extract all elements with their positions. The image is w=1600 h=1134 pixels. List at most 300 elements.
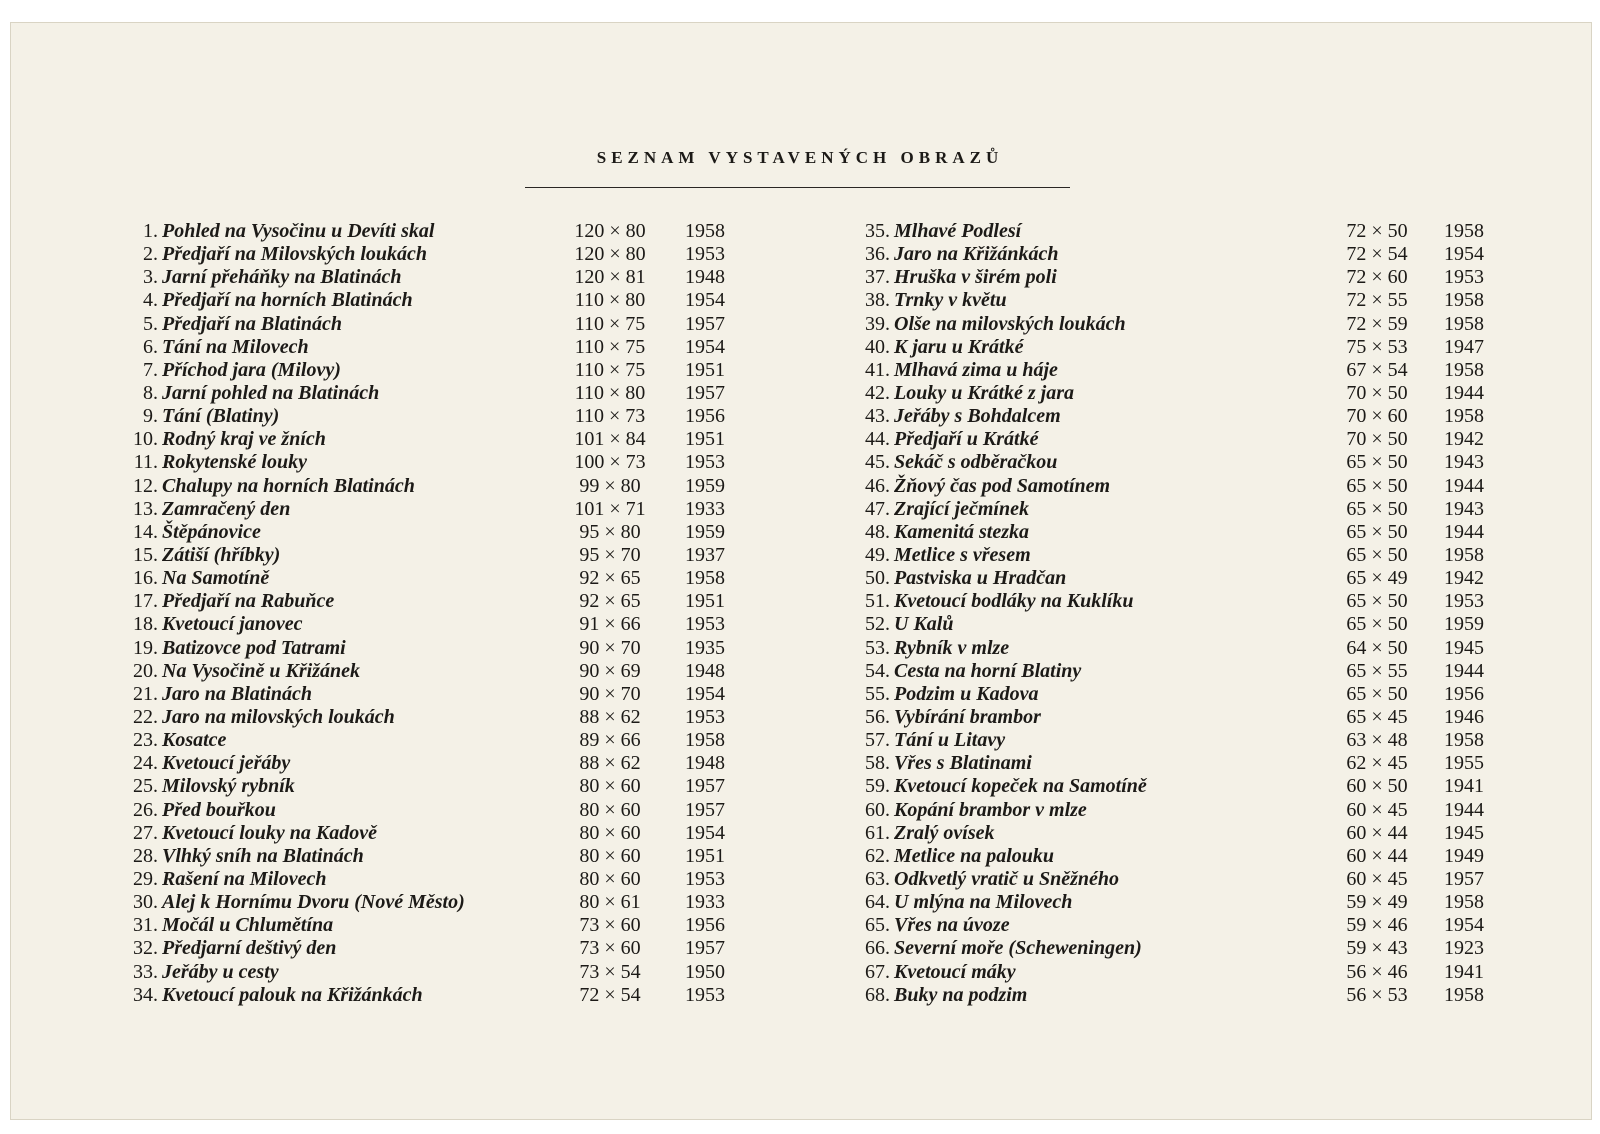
painting-year: 1958 bbox=[685, 220, 725, 242]
list-item bbox=[110, 451, 750, 474]
item-number: 47. bbox=[865, 497, 890, 520]
list-item bbox=[850, 544, 1510, 567]
list-item bbox=[110, 405, 750, 428]
painting-title: K jaru u Krátké bbox=[894, 335, 1024, 358]
painting-year: 1954 bbox=[685, 682, 725, 705]
painting-dimensions: 60 × 44 bbox=[1346, 821, 1408, 844]
painting-dimensions: 95 × 70 bbox=[579, 543, 641, 566]
painting-year: 1951 bbox=[685, 844, 725, 867]
item-number: 30. bbox=[133, 891, 158, 914]
painting-title: Na Vysočině u Křižánek bbox=[162, 659, 360, 682]
list-item bbox=[850, 451, 1510, 474]
list-item bbox=[850, 937, 1510, 960]
painting-title: Příchod jara (Milovy) bbox=[162, 358, 341, 381]
painting-year: 1941 bbox=[1444, 775, 1484, 798]
list-item bbox=[110, 359, 750, 382]
item-number: 10. bbox=[133, 428, 158, 451]
painting-year: 1946 bbox=[1444, 705, 1484, 728]
page-title: SEZNAM VYSTAVENÝCH OBRAZŮ bbox=[596, 148, 1004, 167]
painting-dimensions: 80 × 60 bbox=[579, 821, 641, 844]
list-item bbox=[110, 637, 750, 660]
item-number: 66. bbox=[865, 937, 890, 960]
list-item bbox=[110, 521, 750, 544]
list-item bbox=[850, 914, 1510, 937]
list-item bbox=[850, 822, 1510, 845]
painting-year: 1958 bbox=[685, 567, 725, 590]
painting-dimensions: 89 × 66 bbox=[579, 729, 641, 752]
painting-year: 1958 bbox=[1444, 891, 1484, 914]
painting-year: 1954 bbox=[685, 335, 725, 358]
painting-dimensions: 75 × 53 bbox=[1346, 335, 1408, 358]
painting-year: 1953 bbox=[685, 613, 725, 636]
painting-dimensions: 70 × 50 bbox=[1346, 381, 1408, 404]
painting-year: 1955 bbox=[1444, 752, 1484, 775]
painting-dimensions: 88 × 62 bbox=[579, 705, 641, 728]
item-number: 50. bbox=[865, 567, 890, 590]
list-item bbox=[850, 405, 1510, 428]
painting-year: 1953 bbox=[1444, 266, 1484, 289]
painting-dimensions: 110 × 73 bbox=[574, 405, 646, 428]
painting-title: Severní moře (Scheweningen) bbox=[894, 937, 1142, 960]
painting-year: 1941 bbox=[1444, 960, 1484, 983]
list-item bbox=[110, 289, 750, 312]
painting-dimensions: 72 × 54 bbox=[579, 983, 641, 1006]
item-number: 4. bbox=[143, 289, 158, 312]
item-number: 3. bbox=[143, 266, 158, 289]
list-item bbox=[110, 775, 750, 798]
list-item bbox=[110, 683, 750, 706]
painting-title: Metlice s vřesem bbox=[894, 543, 1031, 566]
list-item bbox=[110, 220, 750, 243]
painting-year: 1953 bbox=[685, 867, 725, 890]
item-number: 60. bbox=[865, 798, 890, 821]
painting-year: 1933 bbox=[685, 497, 725, 520]
item-number: 43. bbox=[865, 405, 890, 428]
painting-title: Batizovce pod Tatrami bbox=[162, 636, 346, 659]
item-number: 31. bbox=[133, 914, 158, 937]
painting-dimensions: 65 × 50 bbox=[1346, 497, 1408, 520]
list-item bbox=[110, 336, 750, 359]
item-number: 48. bbox=[865, 520, 890, 543]
painting-dimensions: 60 × 50 bbox=[1346, 775, 1408, 798]
item-number: 46. bbox=[865, 474, 890, 497]
painting-year: 1957 bbox=[685, 775, 725, 798]
painting-year: 1956 bbox=[1444, 682, 1484, 705]
item-number: 5. bbox=[143, 312, 158, 335]
list-item bbox=[850, 498, 1510, 521]
painting-dimensions: 65 × 50 bbox=[1346, 520, 1408, 543]
painting-year: 1958 bbox=[1444, 983, 1484, 1006]
painting-title: Alej k Hornímu Dvoru (Nové Město) bbox=[162, 891, 465, 914]
painting-year: 1958 bbox=[685, 729, 725, 752]
item-number: 41. bbox=[865, 358, 890, 381]
item-number: 23. bbox=[133, 729, 158, 752]
list-item bbox=[850, 706, 1510, 729]
item-number: 52. bbox=[865, 613, 890, 636]
painting-title: Předjarní deštivý den bbox=[162, 937, 337, 960]
painting-dimensions: 59 × 43 bbox=[1346, 937, 1408, 960]
painting-dimensions: 95 × 80 bbox=[579, 520, 641, 543]
painting-year: 1953 bbox=[685, 705, 725, 728]
painting-title: Žňový čas pod Samotínem bbox=[894, 474, 1111, 497]
painting-year: 1959 bbox=[1444, 613, 1484, 636]
item-number: 45. bbox=[865, 451, 890, 474]
painting-year: 1953 bbox=[685, 451, 725, 474]
painting-year: 1943 bbox=[1444, 497, 1484, 520]
painting-dimensions: 65 × 50 bbox=[1346, 474, 1408, 497]
list-item bbox=[110, 428, 750, 451]
painting-title: Předjaří na Blatinách bbox=[162, 312, 343, 335]
item-number: 63. bbox=[865, 867, 890, 890]
item-number: 22. bbox=[133, 705, 158, 728]
list-item bbox=[110, 822, 750, 845]
painting-title: Zrající ječmínek bbox=[894, 497, 1029, 520]
painting-title: Mlhavá zima u háje bbox=[894, 358, 1058, 381]
item-number: 12. bbox=[133, 474, 158, 497]
painting-dimensions: 65 × 50 bbox=[1346, 613, 1408, 636]
item-number: 17. bbox=[133, 590, 158, 613]
list-item bbox=[110, 243, 750, 266]
painting-dimensions: 67 × 54 bbox=[1346, 358, 1408, 381]
painting-dimensions: 72 × 60 bbox=[1346, 266, 1408, 289]
item-number: 51. bbox=[865, 590, 890, 613]
painting-dimensions: 73 × 60 bbox=[579, 937, 641, 960]
painting-dimensions: 65 × 55 bbox=[1346, 659, 1408, 682]
painting-year: 1944 bbox=[1444, 474, 1484, 497]
painting-title: Jaro na Blatinách bbox=[162, 682, 313, 705]
list-item bbox=[110, 660, 750, 683]
painting-title: Rašení na Milovech bbox=[162, 867, 327, 890]
painting-dimensions: 91 × 66 bbox=[579, 613, 641, 636]
painting-year: 1958 bbox=[1444, 312, 1484, 335]
painting-title: Na Samotíně bbox=[162, 567, 270, 590]
painting-dimensions: 110 × 75 bbox=[574, 358, 646, 381]
list-item bbox=[110, 845, 750, 868]
painting-year: 1957 bbox=[685, 381, 725, 404]
painting-year: 1959 bbox=[685, 474, 725, 497]
painting-dimensions: 56 × 53 bbox=[1346, 983, 1408, 1006]
painting-dimensions: 65 × 50 bbox=[1346, 682, 1408, 705]
painting-year: 1937 bbox=[685, 543, 725, 566]
painting-dimensions: 62 × 45 bbox=[1346, 752, 1408, 775]
painting-year: 1949 bbox=[1444, 844, 1484, 867]
painting-title: U Kalů bbox=[894, 613, 954, 636]
item-number: 61. bbox=[865, 821, 890, 844]
painting-year: 1944 bbox=[1444, 659, 1484, 682]
painting-dimensions: 110 × 80 bbox=[574, 381, 646, 404]
item-number: 57. bbox=[865, 729, 890, 752]
painting-title: Jeřáby s Bohdalcem bbox=[894, 405, 1061, 428]
item-number: 54. bbox=[865, 659, 890, 682]
list-item bbox=[110, 799, 750, 822]
painting-title: Jaro na Křižánkách bbox=[894, 243, 1059, 266]
painting-title: Tání na Milovech bbox=[162, 335, 309, 358]
list-item bbox=[850, 336, 1510, 359]
painting-year: 1923 bbox=[1444, 937, 1484, 960]
painting-dimensions: 59 × 49 bbox=[1346, 891, 1408, 914]
list-item bbox=[850, 521, 1510, 544]
painting-year: 1958 bbox=[1444, 405, 1484, 428]
item-number: 35. bbox=[865, 220, 890, 242]
item-number: 33. bbox=[133, 960, 158, 983]
painting-dimensions: 72 × 50 bbox=[1346, 220, 1408, 242]
painting-dimensions: 110 × 75 bbox=[574, 335, 646, 358]
painting-title: Tání u Litavy bbox=[894, 729, 1006, 752]
item-number: 36. bbox=[865, 243, 890, 266]
painting-dimensions: 72 × 54 bbox=[1346, 243, 1408, 266]
item-number: 53. bbox=[865, 636, 890, 659]
painting-year: 1954 bbox=[1444, 243, 1484, 266]
painting-dimensions: 80 × 61 bbox=[579, 891, 641, 914]
painting-dimensions: 60 × 44 bbox=[1346, 844, 1408, 867]
painting-year: 1944 bbox=[1444, 381, 1484, 404]
painting-title: Kvetoucí kopeček na Samotíně bbox=[894, 775, 1147, 798]
item-number: 13. bbox=[133, 497, 158, 520]
list-item bbox=[110, 590, 750, 613]
list-item bbox=[110, 706, 750, 729]
painting-title: Kvetoucí bodláky na Kuklíku bbox=[894, 590, 1134, 613]
list-item bbox=[110, 729, 750, 752]
painting-dimensions: 72 × 55 bbox=[1346, 289, 1408, 312]
painting-dimensions: 64 × 50 bbox=[1346, 636, 1408, 659]
item-number: 24. bbox=[133, 752, 158, 775]
painting-dimensions: 120 × 81 bbox=[574, 266, 646, 289]
painting-year: 1943 bbox=[1444, 451, 1484, 474]
painting-dimensions: 101 × 71 bbox=[574, 497, 646, 520]
item-number: 14. bbox=[133, 520, 158, 543]
item-number: 65. bbox=[865, 914, 890, 937]
painting-year: 1951 bbox=[685, 358, 725, 381]
painting-dimensions: 120 × 80 bbox=[574, 243, 646, 266]
list-item bbox=[850, 590, 1510, 613]
painting-year: 1948 bbox=[685, 752, 725, 775]
list-item bbox=[850, 428, 1510, 451]
item-number: 11. bbox=[133, 451, 158, 474]
painting-title: Vlhký sníh na Blatinách bbox=[162, 844, 364, 867]
painting-title: Cesta na horní Blatiny bbox=[894, 659, 1082, 682]
list-item bbox=[110, 475, 750, 498]
list-item bbox=[110, 498, 750, 521]
item-number: 16. bbox=[133, 567, 158, 590]
painting-title: Pastviska u Hradčan bbox=[894, 567, 1067, 590]
list-item bbox=[110, 266, 750, 289]
list-item bbox=[850, 845, 1510, 868]
item-number: 49. bbox=[865, 543, 890, 566]
item-number: 55. bbox=[865, 682, 890, 705]
item-number: 7. bbox=[143, 358, 158, 381]
painting-dimensions: 80 × 60 bbox=[579, 867, 641, 890]
item-number: 1. bbox=[143, 220, 158, 242]
list-item bbox=[850, 359, 1510, 382]
painting-year: 1948 bbox=[685, 266, 725, 289]
painting-title: Předjaří u Krátké bbox=[894, 428, 1039, 451]
list-item bbox=[110, 567, 750, 590]
painting-dimensions: 80 × 60 bbox=[579, 844, 641, 867]
painting-year: 1945 bbox=[1444, 636, 1484, 659]
list-item bbox=[850, 243, 1510, 266]
list-item bbox=[850, 313, 1510, 336]
painting-dimensions: 65 × 50 bbox=[1346, 590, 1408, 613]
painting-dimensions: 80 × 60 bbox=[579, 775, 641, 798]
item-number: 20. bbox=[133, 659, 158, 682]
painting-title: Štěpánovice bbox=[162, 520, 261, 543]
item-number: 2. bbox=[143, 243, 158, 266]
item-number: 67. bbox=[865, 960, 890, 983]
painting-year: 1953 bbox=[1444, 590, 1484, 613]
painting-dimensions: 90 × 69 bbox=[579, 659, 641, 682]
painting-year: 1942 bbox=[1444, 567, 1484, 590]
list-item bbox=[850, 613, 1510, 636]
item-number: 56. bbox=[865, 705, 890, 728]
painting-title: Louky u Krátké z jara bbox=[894, 381, 1075, 404]
item-number: 6. bbox=[143, 335, 158, 358]
painting-dimensions: 90 × 70 bbox=[579, 636, 641, 659]
list-item bbox=[110, 544, 750, 567]
painting-title: Jaro na milovských loukách bbox=[162, 705, 395, 728]
list-item bbox=[110, 752, 750, 775]
item-number: 27. bbox=[133, 821, 158, 844]
item-number: 15. bbox=[133, 543, 158, 566]
painting-title: Vybírání brambor bbox=[894, 705, 1041, 728]
list-item bbox=[850, 382, 1510, 405]
painting-dimensions: 56 × 46 bbox=[1346, 960, 1408, 983]
painting-title: Buky na podzim bbox=[894, 983, 1028, 1006]
item-number: 19. bbox=[133, 636, 158, 659]
painting-dimensions: 65 × 50 bbox=[1346, 451, 1408, 474]
painting-dimensions: 63 × 48 bbox=[1346, 729, 1408, 752]
painting-year: 1957 bbox=[685, 798, 725, 821]
list-item bbox=[850, 729, 1510, 752]
painting-title: Kvetoucí louky na Kadově bbox=[162, 821, 377, 844]
list-item bbox=[850, 775, 1510, 798]
list-item bbox=[110, 891, 750, 914]
painting-title: Předjaří na Milovských loukách bbox=[162, 243, 428, 266]
item-number: 21. bbox=[133, 682, 158, 705]
painting-year: 1957 bbox=[685, 312, 725, 335]
painting-year: 1958 bbox=[1444, 543, 1484, 566]
list-item bbox=[850, 266, 1510, 289]
item-number: 38. bbox=[865, 289, 890, 312]
list-item bbox=[110, 868, 750, 891]
painting-year: 1948 bbox=[685, 659, 725, 682]
right-column bbox=[850, 220, 1510, 1007]
painting-title: Jarní pohled na Blatinách bbox=[162, 381, 380, 404]
painting-title: Pohled na Vysočinu u Devíti skal bbox=[162, 220, 435, 242]
painting-year: 1953 bbox=[685, 243, 725, 266]
painting-title: Mlhavé Podlesí bbox=[894, 220, 1022, 242]
painting-dimensions: 80 × 60 bbox=[579, 798, 641, 821]
list-item bbox=[110, 382, 750, 405]
list-item bbox=[110, 313, 750, 336]
item-number: 28. bbox=[133, 844, 158, 867]
list-item bbox=[850, 637, 1510, 660]
list-item bbox=[850, 289, 1510, 312]
painting-title: Metlice na palouku bbox=[894, 844, 1055, 867]
painting-year: 1950 bbox=[685, 960, 725, 983]
painting-year: 1951 bbox=[685, 428, 725, 451]
item-number: 26. bbox=[133, 798, 158, 821]
item-number: 9. bbox=[143, 405, 158, 428]
list-item bbox=[110, 914, 750, 937]
item-number: 37. bbox=[865, 266, 890, 289]
painting-year: 1944 bbox=[1444, 798, 1484, 821]
painting-dimensions: 65 × 50 bbox=[1346, 543, 1408, 566]
painting-year: 1933 bbox=[685, 891, 725, 914]
painting-dimensions: 73 × 54 bbox=[579, 960, 641, 983]
item-number: 40. bbox=[865, 335, 890, 358]
list-item bbox=[850, 799, 1510, 822]
painting-dimensions: 92 × 65 bbox=[579, 590, 641, 613]
painting-dimensions: 88 × 62 bbox=[579, 752, 641, 775]
painting-dimensions: 92 × 65 bbox=[579, 567, 641, 590]
item-number: 44. bbox=[865, 428, 890, 451]
list-item bbox=[850, 752, 1510, 775]
item-number: 18. bbox=[133, 613, 158, 636]
painting-year: 1944 bbox=[1444, 520, 1484, 543]
painting-dimensions: 110 × 75 bbox=[574, 312, 646, 335]
painting-title: Jarní přeháňky na Blatinách bbox=[162, 266, 402, 289]
painting-year: 1957 bbox=[1444, 867, 1484, 890]
painting-year: 1958 bbox=[1444, 358, 1484, 381]
item-number: 42. bbox=[865, 381, 890, 404]
item-number: 29. bbox=[133, 867, 158, 890]
painting-year: 1958 bbox=[1444, 220, 1484, 242]
title-divider bbox=[525, 187, 1070, 188]
painting-year: 1945 bbox=[1444, 821, 1484, 844]
painting-title: Kosatce bbox=[162, 729, 227, 752]
painting-title: Zamračený den bbox=[162, 497, 291, 520]
item-number: 8. bbox=[143, 381, 158, 404]
painting-dimensions: 59 × 46 bbox=[1346, 914, 1408, 937]
painting-dimensions: 73 × 60 bbox=[579, 914, 641, 937]
painting-dimensions: 120 × 80 bbox=[574, 220, 646, 242]
painting-title: Zátiší (hříbky) bbox=[162, 543, 281, 566]
painting-year: 1956 bbox=[685, 405, 725, 428]
painting-title: U mlýna na Milovech bbox=[894, 891, 1073, 914]
item-number: 64. bbox=[865, 891, 890, 914]
painting-title: Předjaří na Rabuňce bbox=[162, 590, 335, 613]
item-number: 34. bbox=[133, 983, 158, 1006]
painting-year: 1947 bbox=[1444, 335, 1484, 358]
painting-dimensions: 72 × 59 bbox=[1346, 312, 1408, 335]
list-item bbox=[110, 984, 750, 1007]
list-item bbox=[850, 891, 1510, 914]
item-number: 58. bbox=[865, 752, 890, 775]
painting-title: Tání (Blatiny) bbox=[162, 405, 280, 428]
painting-dimensions: 60 × 45 bbox=[1346, 798, 1408, 821]
painting-title: Hruška v širém poli bbox=[894, 266, 1057, 289]
painting-title: Před bouřkou bbox=[162, 798, 276, 821]
list-item bbox=[110, 937, 750, 960]
item-number: 25. bbox=[133, 775, 158, 798]
painting-dimensions: 110 × 80 bbox=[574, 289, 646, 312]
painting-year: 1942 bbox=[1444, 428, 1484, 451]
painting-dimensions: 99 × 80 bbox=[579, 474, 641, 497]
painting-title: Olše na milovských loukách bbox=[894, 312, 1126, 335]
painting-title: Předjaří na horních Blatinách bbox=[162, 289, 413, 312]
left-column bbox=[110, 220, 750, 1007]
painting-title: Kvetoucí janovec bbox=[162, 613, 303, 636]
list-item bbox=[850, 961, 1510, 984]
item-number: 59. bbox=[865, 775, 890, 798]
list-item bbox=[850, 567, 1510, 590]
list-item bbox=[110, 961, 750, 984]
painting-year: 1958 bbox=[1444, 729, 1484, 752]
painting-title: Kvetoucí jeřáby bbox=[162, 752, 291, 775]
item-number: 62. bbox=[865, 844, 890, 867]
painting-dimensions: 101 × 84 bbox=[574, 428, 646, 451]
painting-title: Zralý ovísek bbox=[894, 821, 995, 844]
